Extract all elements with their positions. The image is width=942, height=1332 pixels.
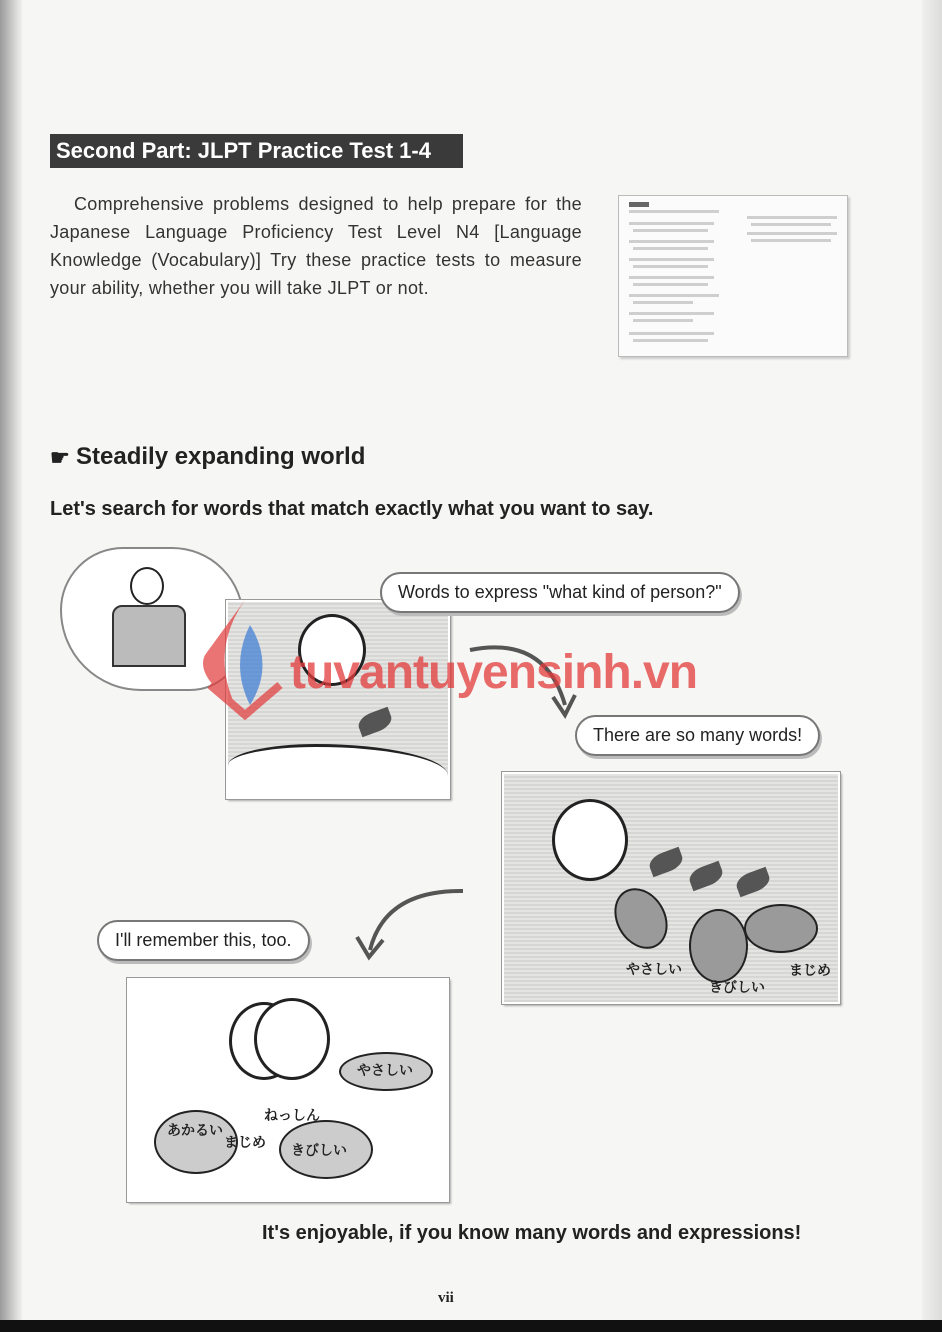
word-label: やさしい	[357, 1062, 413, 1078]
page-binding-shadow	[0, 0, 22, 1332]
speech-bubble-1: Words to express "what kind of person?"	[380, 572, 740, 613]
pointing-hand-icon: ☛	[50, 444, 70, 470]
watermark-text: tuvantuyensinh.vn	[290, 646, 698, 699]
word-label: まじめ	[789, 962, 831, 978]
word-label: やさしい	[626, 961, 682, 977]
word-label: きびしい	[291, 1142, 347, 1158]
watermark-logo	[290, 645, 697, 700]
word-label: ねっしん	[264, 1107, 320, 1123]
feature-tagline: Let's search for words that match exactly what you want to say.	[50, 498, 654, 520]
closing-line: It's enjoyable, if you know many words and expressions!	[262, 1222, 802, 1244]
speech-bubble-2: There are so many words!	[575, 715, 820, 756]
word-label: まじめ	[224, 1134, 266, 1150]
intro-paragraph: Comprehensive problems designed to help prepare for the Japanese Language Proficiency Test Level N4 [Language Knowledge (Vocabulary)] Try these practice tests to measure your ability, whether you will take JLPT or not.	[50, 194, 582, 298]
section-heading: Second Part: JLPT Practice Test 1-4	[50, 134, 463, 168]
page-edge-shadow	[922, 0, 942, 1332]
illustration-panel-3	[127, 978, 449, 1202]
page-number: vii	[438, 1290, 454, 1306]
word-label: きびしい	[709, 979, 765, 995]
feature-heading-text: Steadily expanding world	[76, 443, 366, 470]
watermark-flame-icon	[200, 595, 290, 720]
illustration-panel-2	[502, 772, 840, 1004]
feature-heading	[50, 443, 365, 471]
word-label: あかるい	[167, 1122, 223, 1138]
practice-test-thumbnail	[618, 195, 848, 357]
curved-arrow-icon	[345, 885, 470, 965]
bottom-bar	[0, 1320, 942, 1332]
speech-bubble-3: I'll remember this, too.	[97, 920, 310, 961]
